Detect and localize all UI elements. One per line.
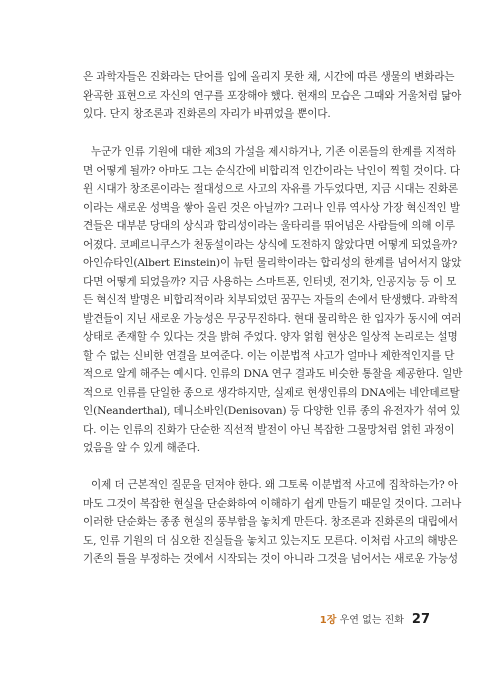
page-number: 27 <box>411 612 430 627</box>
text-line: 은 과학자들은 진화라는 단어를 입에 올리지 못한 채, 시간에 따른 생물의 변화라는 <box>83 71 455 83</box>
text-line: 견들은 대부분 당대의 상식과 합리성이라는 울타리를 뛰어넘은 사람들에 의해 이루 <box>83 220 455 232</box>
text-line: 마도 그것이 복잡한 현실을 단순화하여 이해하기 쉽게 만들기 때문일 것이다. 그러나 <box>83 497 462 510</box>
text-line: 인(Neanderthal), 데니소바인(Denisovan) 등 다양한 인류 종의 유전자가 섞여 있 <box>83 405 461 417</box>
text-line: 할 수 없는 신비한 연결을 보여준다. 이는 이분법적 사고가 얼마나 제한적인지를 단 <box>83 349 455 362</box>
text-line: 이라는 새로운 성벽을 쌓아 올린 것은 아닐까? 그러나 인류 역사상 가장 혁신적인 발 <box>83 201 460 214</box>
paragraph-continued <box>83 68 462 124</box>
text-line: 윈 시대가 창조론이라는 절대성으로 사고의 자유를 가두었다면, 지금 시대는 진화론 <box>83 183 459 195</box>
text-line: 적으로 알게 해주는 예시다. 인류의 DNA 연구 결과도 비슷한 통찰을 제공한다. 일반 <box>83 368 463 380</box>
text-line: 있다. 단지 창조론과 진화론의 자리가 바뀌었을 뿐이다. <box>83 108 331 120</box>
text-line: 도, 인류 기원의 더 심오한 진실들을 놓치고 있는지도 모른다. 이처럼 사고의 해방은 <box>83 534 458 547</box>
text-line: 상태로 존재할 수 있다는 것을 밝혀 주었다. 양자 얽힘 현상은 일상적 논리로는 설명 <box>83 331 458 343</box>
text-line: 이러한 단순화는 종종 현실의 풍부함을 놓치게 만든다. 창조론과 진화론의 대립에서 <box>83 516 459 528</box>
text-line: 다. 이는 인류의 진화가 단순한 직선적 발전이 아닌 복잡한 그물망처럼 얽힌 과정이 <box>83 423 455 436</box>
chapter-title: 우연 없는 진화 <box>339 615 404 626</box>
text-line: 적으로 인류를 단일한 종으로 생각하지만, 실제로 현생인류의 DNA에는 네안데르탈 <box>83 386 460 399</box>
text-line: 이제 더 근본적인 질문을 던져야 한다. 왜 그토록 이분법적 사고에 집착하는가? 아 <box>91 479 458 491</box>
text-line: 어졌다. 코페르니쿠스가 천동설이라는 상식에 도전하지 않았다면 어떻게 되었을까? <box>83 238 458 251</box>
text-line: 누군가 인류 기원에 대한 제3의 가설을 제시하거나, 기존 이론들의 한계를 지적하 <box>91 146 456 158</box>
text-line: 다면 어떻게 되었을까? 지금 사용하는 스마트폰, 인터넷, 전기차, 인공지능 등 이 모 <box>83 275 457 288</box>
text-line: 기존의 틀을 부정하는 것에서 시작되는 것이 아니라 그것을 넘어서는 새로운 가능성 <box>83 553 459 565</box>
text-line: 아인슈타인(Albert Einstein)이 뉴턴 물리학이라는 합리성의 한계를 넘어서지 않았 <box>83 257 462 269</box>
text-line: 면 어떻게 될까? 아마도 그는 순식간에 비합리적 인간이라는 낙인이 찍힐 것이다. 다 <box>83 164 460 177</box>
paragraph-fundamental-question <box>83 476 462 569</box>
chapter-tag: 1장 <box>319 615 337 626</box>
text-line: 발견들이 지닌 새로운 가능성은 무궁무진하다. 현대 물리학은 한 입자가 동시에 여러 <box>83 312 462 325</box>
page-footer <box>320 611 430 627</box>
text-line: 든 혁신적 발명은 비합리적이라 치부되었던 꿈꾸는 자들의 손에서 탄생했다. 과학적 <box>83 294 459 306</box>
paragraph-third-hypothesis <box>83 143 463 458</box>
text-line: 완곡한 표현으로 자신의 연구를 포장해야 했다. 현재의 모습은 그때와 거울처럼 닮아 <box>83 89 462 102</box>
text-line: 었음을 알 수 있게 해준다. <box>83 442 200 454</box>
running-head <box>320 611 404 626</box>
